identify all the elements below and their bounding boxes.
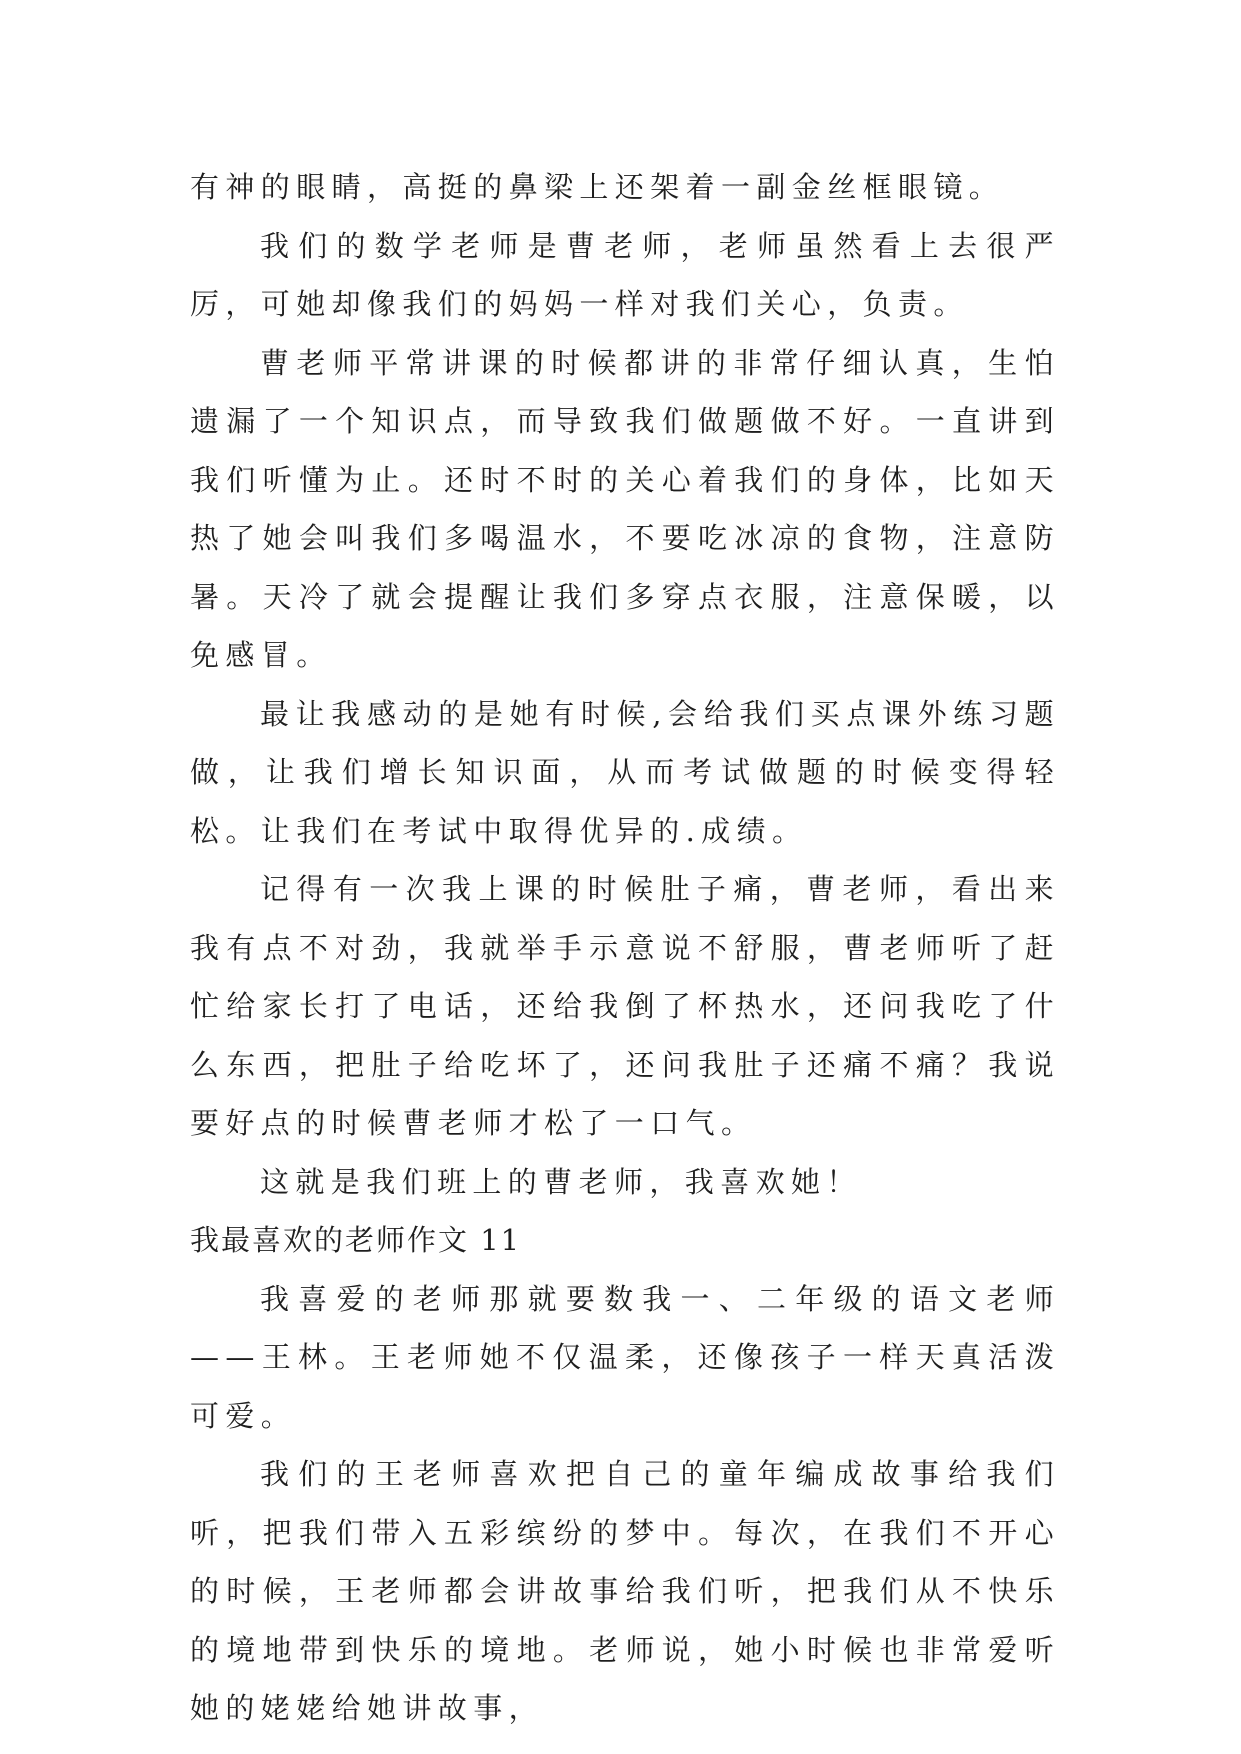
paragraph-stomach-ache: 记得有一次我上课的时候肚子痛，曹老师，看出来我有点不对劲，我就举手示意说不舒服，曹老师听了赶忙给家长打了电话，还给我倒了杯热水，还问我吃了什么东西，把肚子给吃坏了，还问我肚子还痛不痛？我说要好点的时候曹老师才松了一口气。 bbox=[190, 872, 1060, 1140]
paragraph-storytelling: 我们的王老师喜欢把自己的童年编成故事给我们听，把我们带入五彩缤纷的梦中。每次，在我们不开心的时候，王老师都会讲故事给我们听，把我们从不快乐的境地带到快乐的境地。老师说，她小时候也非常爱听她的姥姥给她讲故事， bbox=[190, 1457, 1060, 1725]
paragraph-conclusion: 这就是我们班上的曹老师，我喜欢她！ bbox=[260, 1164, 862, 1199]
paragraph-extra-exercises: 最让我感动的是她有时候,会给我们买点课外练习题做，让我们增长知识面，从而考试做题的时候变得轻松。让我们在考试中取得优异的.成绩。 bbox=[190, 696, 1060, 848]
section-heading: 我最喜欢的老师作文 11 bbox=[190, 1223, 522, 1257]
paragraph-math-teacher-intro: 我们的数学老师是曹老师，老师虽然看上去很严厉，可她却像我们的妈妈一样对我们关心，负责。 bbox=[190, 228, 1060, 321]
paragraph-continuation: 有神的眼睛，高挺的鼻梁上还架着一副金丝框眼镜。 bbox=[190, 170, 1005, 204]
paragraph-chinese-teacher-intro: 我喜爱的老师那就要数我一、二年级的语文老师——王林。王老师她不仅温柔，还像孩子一样天真活泼可爱。 bbox=[190, 1281, 1060, 1433]
paragraph-teaching-care: 曹老师平常讲课的时候都讲的非常仔细认真，生怕遗漏了一个知识点，而导致我们做题做不好。一直讲到我们听懂为止。还时不时的关心着我们的身体，比如天热了她会叫我们多喝温水，不要吃冰凉的食物，注意防暑。天冷了就会提醒让我们多穿点衣服，注意保暖，以免感冒。 bbox=[190, 345, 1060, 672]
document-body bbox=[190, 158, 1060, 1738]
